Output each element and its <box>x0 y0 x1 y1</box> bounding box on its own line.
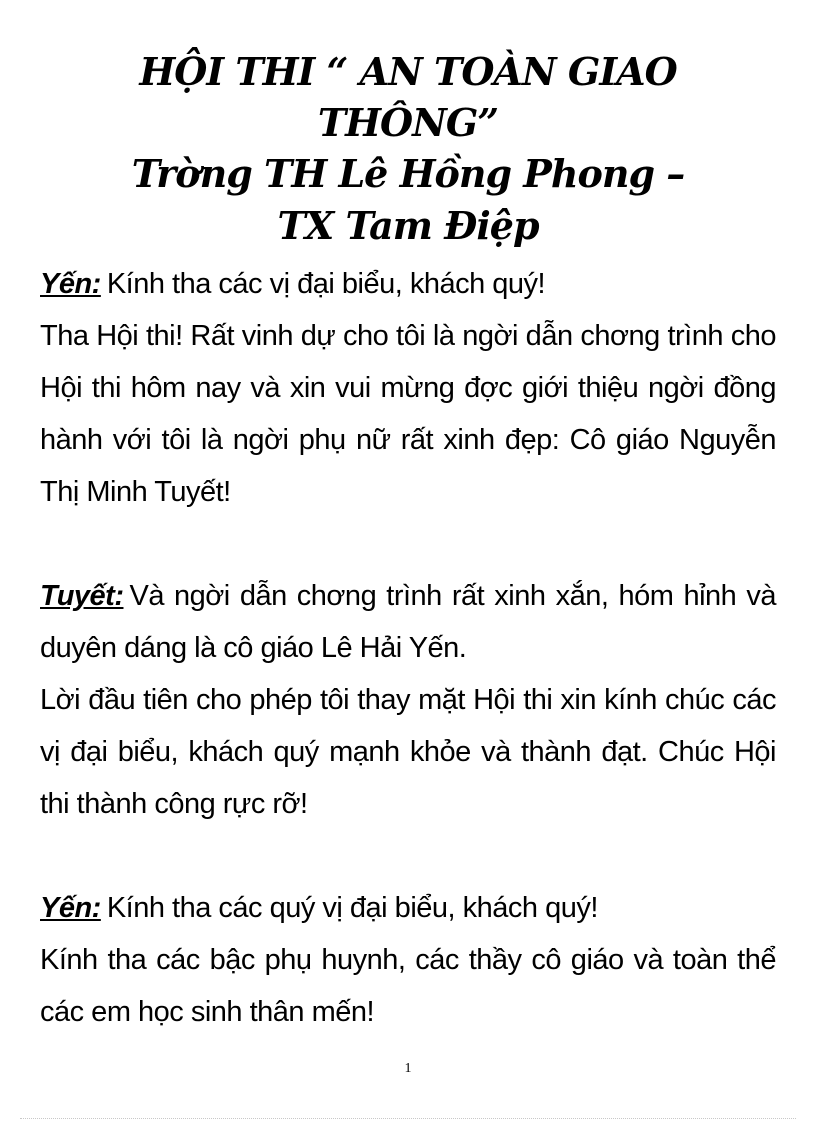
dialogue-paragraph <box>40 310 776 518</box>
dialogue-text: Kính tha các quý vị đại biểu, khách quý! <box>106 892 598 924</box>
dialogue-paragraph <box>40 934 776 1038</box>
dialogue-text: Lời đầu tiên cho phép tôi thay mặt Hội thi xin kính chúc các vị đại biểu, khách quý mạnh khỏe và thành đạt. Chúc Hội thi thành công rực rỡ! <box>40 684 776 820</box>
dialogue-paragraph <box>40 570 776 674</box>
document-title <box>40 46 776 252</box>
speaker-label: Tuyết: <box>40 580 124 612</box>
page-bottom-divider <box>20 1118 796 1119</box>
dialogue-body <box>40 258 776 1038</box>
dialogue-text: Kính tha các vị đại biểu, khách quý! <box>106 268 546 300</box>
speaker-label: Yến: <box>40 268 101 300</box>
speaker-label: Yến: <box>40 892 101 924</box>
dialogue-paragraph <box>40 258 776 310</box>
subtitle-line-2: TX Tam Điệp <box>277 203 539 248</box>
page-number: 1 <box>404 1061 412 1076</box>
subtitle-line-1: Trờng TH Lê Hồng Phong – <box>131 151 685 196</box>
title-line-2: THÔNG” <box>317 100 499 145</box>
dialogue-paragraph <box>40 674 776 830</box>
dialogue-text: Và ngời dẫn chơng trình rất xinh xắn, hóm hỉnh và duyên dáng là cô giáo Lê Hải Yến. <box>40 580 776 664</box>
paragraph-gap <box>40 830 776 882</box>
dialogue-text: Kính tha các bậc phụ huynh, các thầy cô giáo và toàn thể các em học sinh thân mến! <box>40 944 776 1028</box>
paragraph-gap <box>40 518 776 570</box>
dialogue-text: Tha Hội thi! Rất vinh dự cho tôi là ngời dẫn chơng trình cho Hội thi hôm nay và xin vui mừng đợc giới thiệu ngời đồng hành với tôi là ngời phụ nữ rất xinh đẹp: Cô giáo Nguyễn Thị Minh Tuyết! <box>40 320 776 508</box>
dialogue-paragraph <box>40 882 776 934</box>
title-line-1: HỘI THI “ AN TOÀN GIAO <box>139 49 677 94</box>
